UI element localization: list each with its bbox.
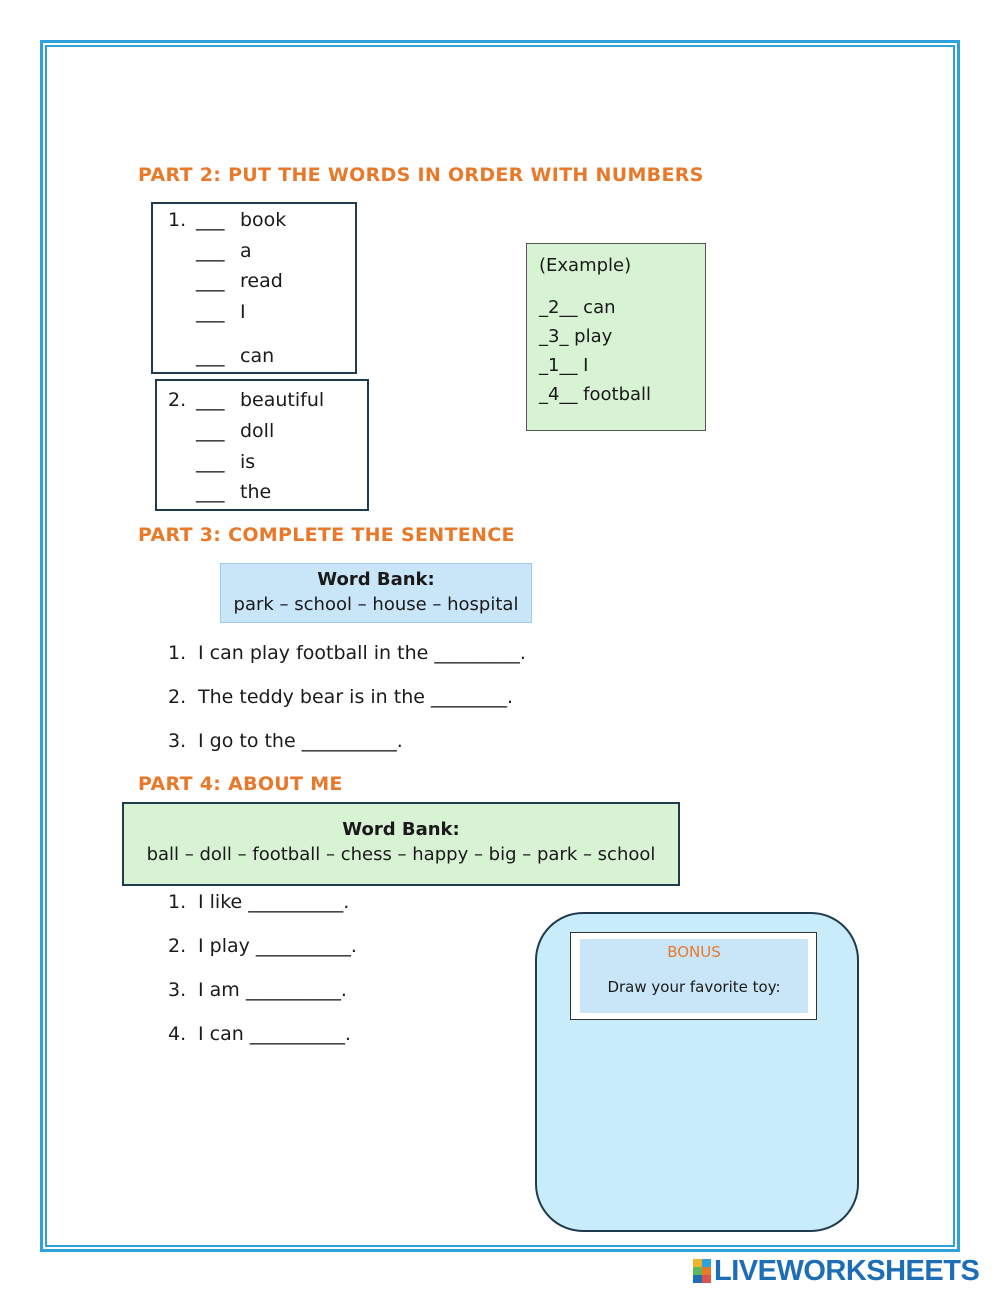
word-bank-part4 <box>122 802 680 886</box>
example-box <box>526 243 706 431</box>
example-title: (Example) <box>539 255 632 276</box>
liveworksheets-logo <box>693 1256 979 1286</box>
sentence-text: I play __________. <box>198 935 357 957</box>
sentence-text: I can __________. <box>198 1023 351 1045</box>
bonus-instruction: Draw your favorite toy: <box>607 978 781 996</box>
answer-blank[interactable]: ___ <box>196 389 225 411</box>
word-bank-part3 <box>220 563 532 623</box>
word: read <box>240 270 283 292</box>
word-order-list-1 <box>151 202 357 374</box>
sentence-item[interactable] <box>168 891 349 913</box>
answer-blank[interactable]: ___ <box>196 209 225 231</box>
answer-blank[interactable]: ___ <box>196 345 225 367</box>
word: the <box>240 481 272 503</box>
answer-blank[interactable]: ___ <box>196 451 225 473</box>
word-bank-title: Word Bank: <box>342 819 460 840</box>
list-item <box>168 389 324 411</box>
word: doll <box>240 420 275 442</box>
logo-blocks-icon <box>693 1259 711 1283</box>
part3-heading: PART 3: COMPLETE THE SENTENCE <box>138 524 515 546</box>
word: book <box>240 209 287 231</box>
answer-blank[interactable]: ___ <box>196 240 225 262</box>
bonus-title: BONUS <box>667 943 721 961</box>
sentence-text: I go to the __________. <box>198 730 403 752</box>
list-number: 2. <box>168 389 187 411</box>
answer-blank[interactable]: ___ <box>196 420 225 442</box>
list-item <box>168 345 274 367</box>
list-item <box>168 209 286 231</box>
part4-heading: PART 4: ABOUT ME <box>138 773 343 795</box>
sentence-text: The teddy bear is in the ________. <box>198 686 514 708</box>
sentence-text: I like __________. <box>198 891 350 913</box>
list-number: 1. <box>168 209 187 231</box>
sentence-number: 4. <box>168 1023 187 1045</box>
sentence-item[interactable] <box>168 1023 351 1045</box>
example-line: _2__ can <box>539 297 616 318</box>
word: can <box>240 345 275 367</box>
example-line: _1__ I <box>539 355 589 376</box>
list-item <box>168 481 271 503</box>
sentence-number: 3. <box>168 979 187 1001</box>
sentence-item[interactable] <box>168 686 513 708</box>
sentence-item[interactable] <box>168 935 357 957</box>
logo-text: LIVEWORKSHEETS <box>714 1254 980 1287</box>
example-line: _3_ play <box>539 326 613 347</box>
word-bank-words: park – school – house – hospital <box>233 594 519 615</box>
sentence-number: 2. <box>168 935 187 957</box>
word: I <box>240 301 246 323</box>
part2-heading: PART 2: PUT THE WORDS IN ORDER WITH NUMBERS <box>138 164 704 186</box>
list-item <box>168 270 283 292</box>
word-order-list-2 <box>155 379 369 511</box>
sentence-item[interactable] <box>168 730 403 752</box>
sentence-number: 2. <box>168 686 187 708</box>
word: beautiful <box>240 389 325 411</box>
list-item <box>168 240 252 262</box>
sentence-number: 3. <box>168 730 187 752</box>
example-line: _4__ football <box>539 384 652 405</box>
answer-blank[interactable]: ___ <box>196 481 225 503</box>
sentence-item[interactable] <box>168 642 526 664</box>
list-item <box>168 420 274 442</box>
sentence-number: 1. <box>168 642 187 664</box>
answer-blank[interactable]: ___ <box>196 270 225 292</box>
word: is <box>240 451 256 473</box>
answer-blank[interactable]: ___ <box>196 301 225 323</box>
list-item <box>168 301 246 323</box>
sentence-number: 1. <box>168 891 187 913</box>
word: a <box>240 240 252 262</box>
list-item <box>168 451 255 473</box>
word-bank-title: Word Bank: <box>317 569 435 590</box>
bonus-label <box>580 939 808 1013</box>
sentence-text: I can play football in the _________. <box>198 642 526 664</box>
word-bank-words: ball – doll – football – chess – happy – big – park – school <box>146 844 656 865</box>
sentence-text: I am __________. <box>198 979 347 1001</box>
sentence-item[interactable] <box>168 979 347 1001</box>
